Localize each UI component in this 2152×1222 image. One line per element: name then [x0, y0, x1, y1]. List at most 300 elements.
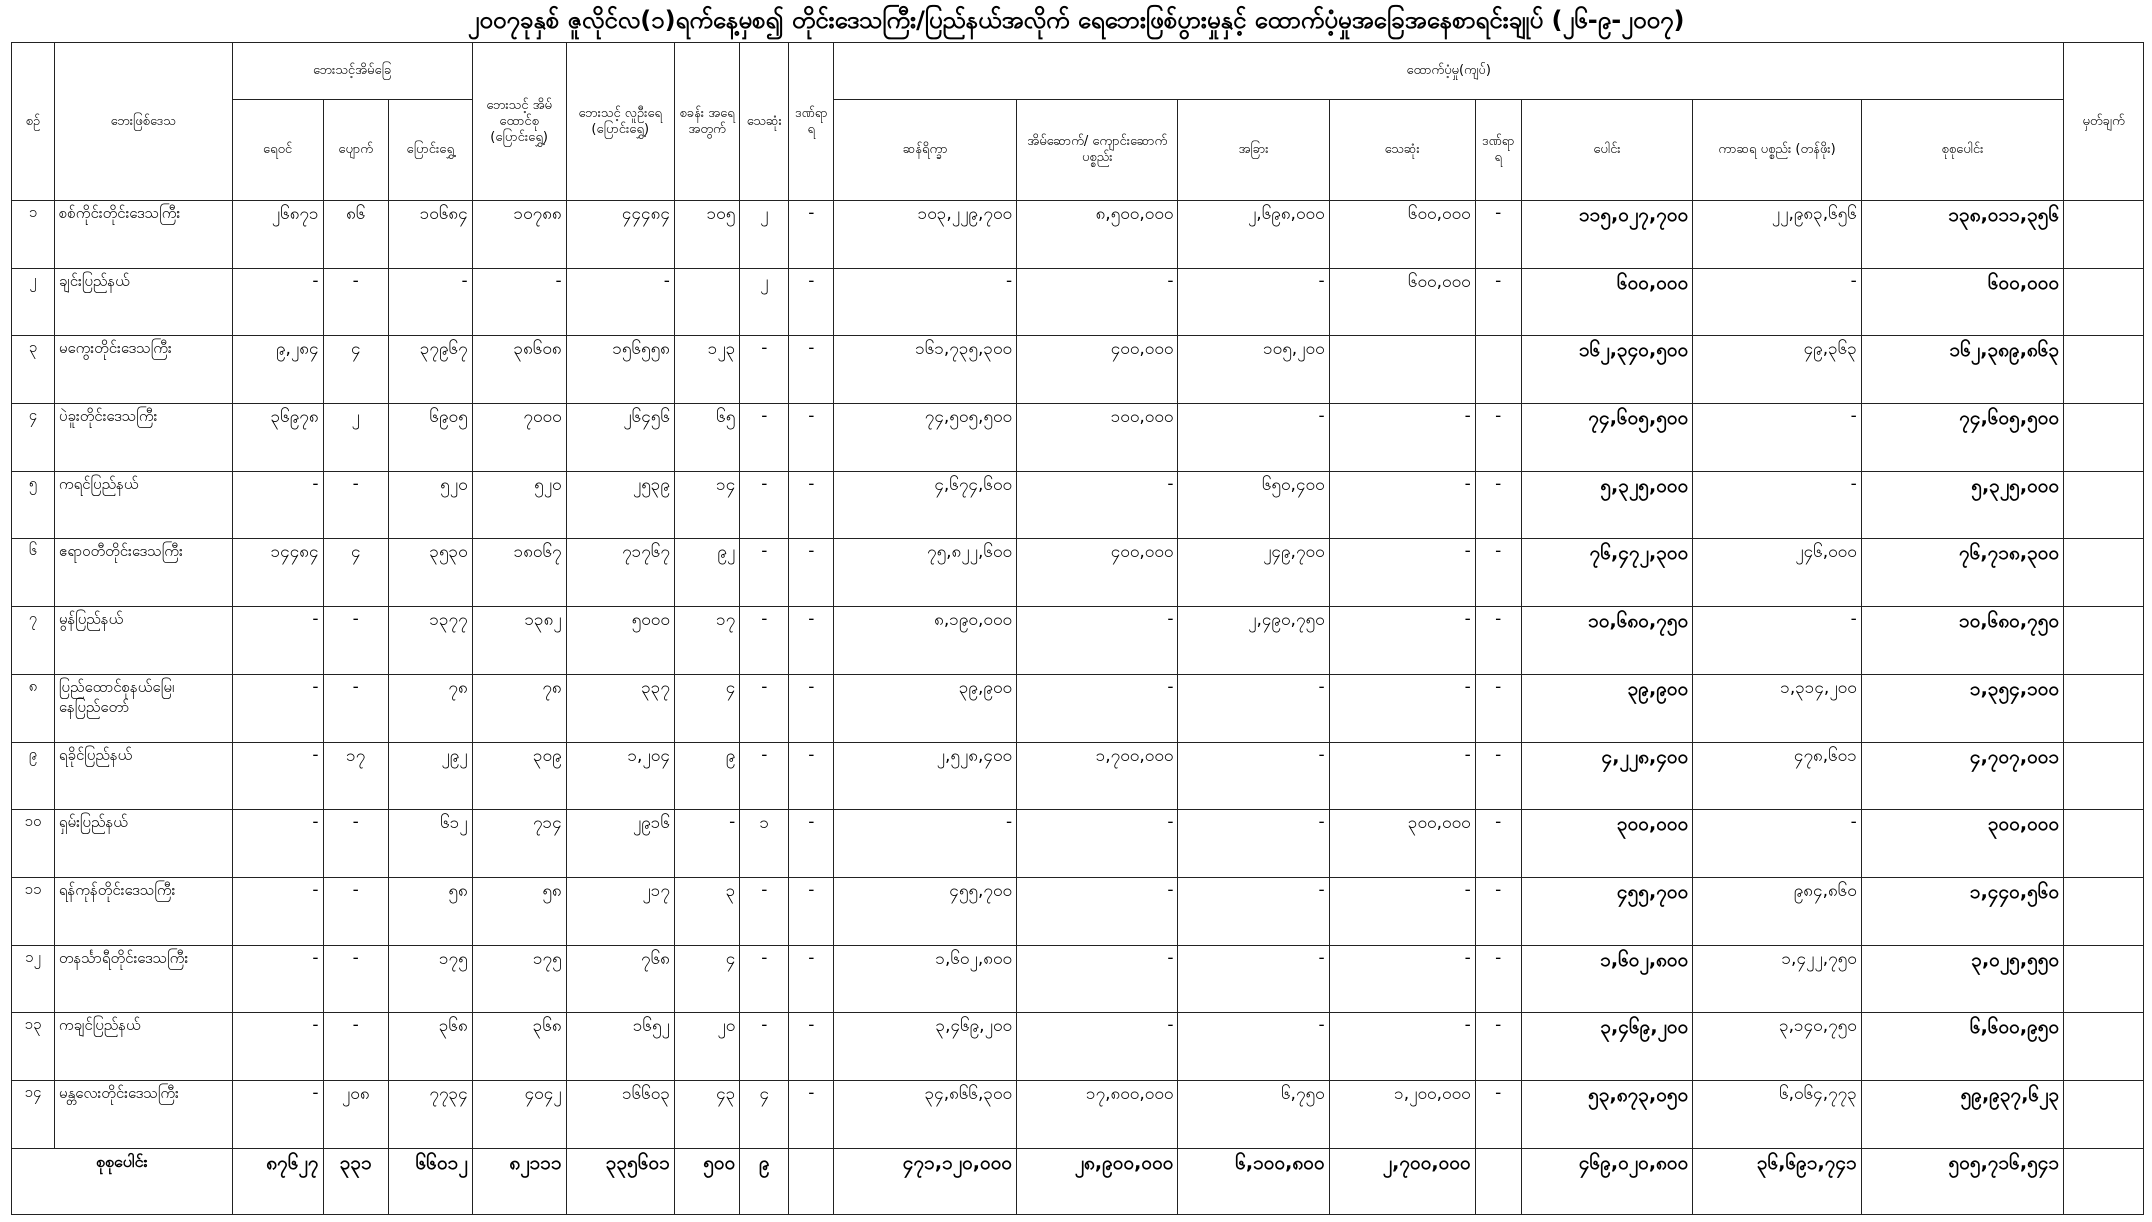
cell-deaths: ၂: [740, 268, 789, 336]
cell-camps: ၁၄: [674, 471, 739, 539]
cell-displaced: ၂၉၂: [388, 742, 472, 810]
cell-housing: -: [1017, 945, 1178, 1013]
cell-no: ၁၀: [12, 810, 55, 878]
cell-region: ချင်းပြည်နယ်: [54, 268, 232, 336]
cell-injury-aid: [1475, 336, 1521, 404]
cell-housing: ၄၀၀,၀၀၀: [1017, 539, 1178, 607]
cell-region: မွန်ပြည်နယ်: [54, 607, 232, 675]
cell-deaths: -: [740, 336, 789, 404]
total-camps: ၅၀၀: [674, 1148, 739, 1214]
cell-no: ၁၃: [12, 1013, 55, 1081]
cell-other: ၂၄၉,၇၀၀: [1178, 539, 1329, 607]
cell-donor: -: [1693, 268, 1862, 336]
cell-region: စစ်ကိုင်းတိုင်းဒေသကြီး: [54, 201, 232, 269]
header-housing: အိမ်ဆောက်/ ကျောင်းဆောက် ပစ္စည်း: [1017, 100, 1178, 201]
cell-injury-aid: -: [1475, 877, 1521, 945]
cell-cash: ၁၆၁,၇၃၅,၃၀၀: [834, 336, 1017, 404]
cell-cash: ၄,၆၇၄,၆၀၀: [834, 471, 1017, 539]
cell-no: ၁၄: [12, 1080, 55, 1148]
cell-total: ၇၄,၆၀၅,၅၀၀: [1861, 404, 2063, 472]
total-death-aid: ၂,၇၀၀,၀၀၀: [1329, 1148, 1475, 1214]
cell-housing: -: [1017, 810, 1178, 878]
cell-subtotal: ၄,၂၂၈,၄၀၀: [1521, 742, 1693, 810]
cell-death-aid: -: [1329, 945, 1475, 1013]
cell-donor: ၄၉,၃၆၃: [1693, 336, 1862, 404]
cell-flooded: -: [232, 674, 323, 742]
cell-donor: ၂၄၆,၀၀၀: [1693, 539, 1862, 607]
cell-region: ဧရာဝတီတိုင်းဒေသကြီး: [54, 539, 232, 607]
cell-donor: ၉၈၄,၈၆၀: [1693, 877, 1862, 945]
cell-deaths: -: [740, 471, 789, 539]
cell-camps: [674, 268, 739, 336]
cell-other: ၆,၇၅၀: [1178, 1080, 1329, 1148]
cell-camps: ၄၃: [674, 1080, 739, 1148]
cell-total: ၇၆,၇၁၈,၃၀၀: [1861, 539, 2063, 607]
cell-collapsed: -: [323, 268, 388, 336]
cell-no: ၄: [12, 404, 55, 472]
cell-deaths: ၁: [740, 810, 789, 878]
cell-housing: ၁၇,၈၀၀,၀၀၀: [1017, 1080, 1178, 1148]
table-row: [12, 471, 2144, 539]
cell-households: ၁၀၇၈၈: [472, 201, 566, 269]
cell-death-aid: -: [1329, 742, 1475, 810]
cell-persons: ၇၆၈: [566, 945, 674, 1013]
cell-collapsed: -: [323, 607, 388, 675]
cell-other: -: [1178, 674, 1329, 742]
cell-displaced: ၅၈: [388, 877, 472, 945]
table-row: [12, 404, 2144, 472]
header-relief-group: ထောက်ပံ့မှု(ကျပ်): [834, 43, 2064, 100]
cell-total: ၁၀,၆၈၀,၇၅၀: [1861, 607, 2063, 675]
cell-total: ၁,၄၄၀,၅၆၀: [1861, 877, 2063, 945]
header-displaced: ပြောင်းရွှေ့: [388, 100, 472, 201]
cell-cash: ၇၄,၅၀၅,၅၀၀: [834, 404, 1017, 472]
cell-remarks: [2064, 1013, 2144, 1081]
table-row: [12, 1080, 2144, 1148]
cell-housing: -: [1017, 268, 1178, 336]
cell-persons: ၁၅၆၅၅၈: [566, 336, 674, 404]
table-row: [12, 201, 2144, 269]
cell-households: ၁၇၅: [472, 945, 566, 1013]
cell-households: ၇၈: [472, 674, 566, 742]
cell-flooded: ၁၄၄၈၄: [232, 539, 323, 607]
cell-subtotal: ၅,၃၂၅,၀၀၀: [1521, 471, 1693, 539]
table-row: [12, 607, 2144, 675]
cell-injured: -: [789, 201, 834, 269]
cell-camps: ၉: [674, 742, 739, 810]
total-injured: [789, 1148, 834, 1214]
cell-region: ရခိုင်ပြည်နယ်: [54, 742, 232, 810]
cell-cash: ၃,၄၆၉,၂၀၀: [834, 1013, 1017, 1081]
total-other: ၆,၁၀၀,၈၀၀: [1178, 1148, 1329, 1214]
cell-cash: -: [834, 810, 1017, 878]
cell-collapsed: ၂၀၈: [323, 1080, 388, 1148]
cell-injured: -: [789, 674, 834, 742]
cell-death-aid: ၆၀၀,၀၀၀: [1329, 201, 1475, 269]
cell-donor: ၂၂,၉၈၃,၆၅၆: [1693, 201, 1862, 269]
cell-injured: -: [789, 742, 834, 810]
cell-total: ၁၃၈,၀၁၁,၃၅၆: [1861, 201, 2063, 269]
cell-camps: -: [674, 810, 739, 878]
total-remarks: [2064, 1148, 2144, 1214]
cell-other: -: [1178, 945, 1329, 1013]
cell-other: -: [1178, 877, 1329, 945]
cell-remarks: [2064, 471, 2144, 539]
header-other: အခြား: [1178, 100, 1329, 201]
cell-remarks: [2064, 1080, 2144, 1148]
cell-displaced: ၆၉၀၅: [388, 404, 472, 472]
cell-death-aid: -: [1329, 674, 1475, 742]
cell-persons: ၁၆၅၂: [566, 1013, 674, 1081]
cell-displaced: ၁၃၇၇: [388, 607, 472, 675]
cell-remarks: [2064, 810, 2144, 878]
cell-camps: ၁၂၃: [674, 336, 739, 404]
cell-collapsed: ၄: [323, 539, 388, 607]
cell-other: ၁၀၅,၂၀၀: [1178, 336, 1329, 404]
cell-displaced: ၃၆၈: [388, 1013, 472, 1081]
cell-donor: ၃,၁၄၀,၇၅၀: [1693, 1013, 1862, 1081]
cell-persons: -: [566, 268, 674, 336]
cell-displaced: ၁၀၆၈၄: [388, 201, 472, 269]
cell-total: ၆,၆၀၀,၉၅၀: [1861, 1013, 2063, 1081]
cell-donor: ၁,၄၂၂,၇၅၀: [1693, 945, 1862, 1013]
cell-cash: ၇၅,၈၂၂,၆၀၀: [834, 539, 1017, 607]
cell-collapsed: -: [323, 471, 388, 539]
cell-deaths: -: [740, 607, 789, 675]
cell-region: မန္တလေးတိုင်းဒေသကြီး: [54, 1080, 232, 1148]
header-remarks: မှတ်ချက်: [2064, 43, 2144, 201]
cell-housing: -: [1017, 674, 1178, 742]
table-row: [12, 268, 2144, 336]
cell-cash: ၃၄,၈၆၆,၃၀၀: [834, 1080, 1017, 1148]
cell-no: ၁၁: [12, 877, 55, 945]
cell-subtotal: ၃,၄၆၉,၂၀၀: [1521, 1013, 1693, 1081]
header-injured: ဒဏ်ရာရ: [789, 43, 834, 201]
cell-cash: ၈,၁၉၀,၀၀၀: [834, 607, 1017, 675]
cell-donor: -: [1693, 607, 1862, 675]
cell-total: ၁၆၂,၃၈၉,၈၆၃: [1861, 336, 2063, 404]
cell-no: ၂: [12, 268, 55, 336]
header-collapsed: ပျောက်: [323, 100, 388, 201]
table-row: [12, 674, 2144, 742]
cell-cash: ၂,၅၂၈,၄၀၀: [834, 742, 1017, 810]
cell-deaths: -: [740, 539, 789, 607]
table-body: [12, 201, 2144, 1215]
cell-households: ၁၃၈၂: [472, 607, 566, 675]
cell-flooded: ၂၆၈၇၁: [232, 201, 323, 269]
cell-camps: ၄: [674, 945, 739, 1013]
cell-region: ရန်ကုန်တိုင်းဒေသကြီး: [54, 877, 232, 945]
cell-displaced: ၇၈: [388, 674, 472, 742]
cell-households: ၄၀၄၂: [472, 1080, 566, 1148]
cell-injury-aid: -: [1475, 1080, 1521, 1148]
cell-death-aid: -: [1329, 404, 1475, 472]
cell-households: ၃၈၆၀၈: [472, 336, 566, 404]
totals-row: [12, 1148, 2144, 1214]
header-injury-aid: ဒဏ်ရာရ: [1475, 100, 1521, 201]
cell-subtotal: ၇၄,၆၀၅,၅၀၀: [1521, 404, 1693, 472]
cell-injured: -: [789, 1080, 834, 1148]
cell-subtotal: ၁၁၅,၀၂၇,၇၀၀: [1521, 201, 1693, 269]
cell-subtotal: ၁,၆၀၂,၈၀၀: [1521, 945, 1693, 1013]
cell-cash: ၄၅၅,၇၀၀: [834, 877, 1017, 945]
cell-collapsed: -: [323, 877, 388, 945]
table-row: [12, 810, 2144, 878]
cell-total: ၅၉,၉၃၇,၆၂၃: [1861, 1080, 2063, 1148]
cell-households: ၅၂၀: [472, 471, 566, 539]
cell-injured: -: [789, 336, 834, 404]
cell-region: ကချင်ပြည်နယ်: [54, 1013, 232, 1081]
cell-donor: ၁,၃၁၄,၂၀၀: [1693, 674, 1862, 742]
cell-total: ၆၀၀,၀၀၀: [1861, 268, 2063, 336]
cell-persons: ၂၉၁၆: [566, 810, 674, 878]
cell-no: ၅: [12, 471, 55, 539]
cell-displaced: ၇၇၃၄: [388, 1080, 472, 1148]
cell-deaths: -: [740, 945, 789, 1013]
cell-collapsed: -: [323, 810, 388, 878]
cell-persons: ၁,၂၀၄: [566, 742, 674, 810]
cell-injury-aid: -: [1475, 539, 1521, 607]
cell-camps: ၉၂: [674, 539, 739, 607]
cell-subtotal: ၁၀,၆၈၀,၇၅၀: [1521, 607, 1693, 675]
cell-remarks: [2064, 539, 2144, 607]
cell-remarks: [2064, 742, 2144, 810]
cell-death-aid: ၁,၂၀၀,၀၀၀: [1329, 1080, 1475, 1148]
cell-injured: -: [789, 877, 834, 945]
cell-camps: ၁၀၅: [674, 201, 739, 269]
cell-death-aid: -: [1329, 1013, 1475, 1081]
table-row: [12, 742, 2144, 810]
cell-cash: ၃၉,၉၀၀: [834, 674, 1017, 742]
header-village-tract: ရေဝင်: [232, 100, 323, 201]
cell-persons: ၂၁၇: [566, 877, 674, 945]
cell-injury-aid: -: [1475, 607, 1521, 675]
cell-injury-aid: -: [1475, 742, 1521, 810]
header-deaths: သေဆုံး: [740, 43, 789, 201]
total-total: ၅၀၅,၇၁၆,၅၄၁: [1861, 1148, 2063, 1214]
cell-injured: -: [789, 539, 834, 607]
cell-injury-aid: -: [1475, 404, 1521, 472]
cell-injured: -: [789, 810, 834, 878]
cell-remarks: [2064, 404, 2144, 472]
cell-death-aid: -: [1329, 877, 1475, 945]
cell-deaths: -: [740, 877, 789, 945]
cell-flooded: -: [232, 1013, 323, 1081]
cell-no: ၁: [12, 201, 55, 269]
cell-housing: -: [1017, 877, 1178, 945]
cell-flooded: -: [232, 1080, 323, 1148]
cell-other: ၆၅၀,၄၀၀: [1178, 471, 1329, 539]
cell-death-aid: -: [1329, 607, 1475, 675]
cell-flooded: ၉,၂၈၄: [232, 336, 323, 404]
cell-donor: -: [1693, 810, 1862, 878]
cell-housing: ၈,၅၀၀,၀၀၀: [1017, 201, 1178, 269]
cell-no: ၁၂: [12, 945, 55, 1013]
cell-flooded: -: [232, 810, 323, 878]
cell-subtotal: ၆၀၀,၀၀၀: [1521, 268, 1693, 336]
cell-camps: ၄: [674, 674, 739, 742]
cell-remarks: [2064, 945, 2144, 1013]
total-persons: ၃၃၅၆၀၁: [566, 1148, 674, 1214]
cell-households: ၅၈: [472, 877, 566, 945]
cell-injury-aid: -: [1475, 201, 1521, 269]
cell-donor: -: [1693, 471, 1862, 539]
cell-subtotal: ၃၀၀,၀၀၀: [1521, 810, 1693, 878]
total-collapsed: ၃၃၁: [323, 1148, 388, 1214]
table-row: [12, 539, 2144, 607]
cell-housing: ၁,၇၀၀,၀၀၀: [1017, 742, 1178, 810]
cell-region: ကရင်ပြည်နယ်: [54, 471, 232, 539]
total-households: ၈၂၁၁၁: [472, 1148, 566, 1214]
flood-relief-table: [11, 42, 2144, 1215]
header-cash: ဆန်ရိက္ခာ: [834, 100, 1017, 201]
header-no: စဉ်: [12, 43, 55, 201]
cell-death-aid: ၃၀၀,၀၀၀: [1329, 810, 1475, 878]
cell-remarks: [2064, 607, 2144, 675]
cell-deaths: -: [740, 1013, 789, 1081]
table-row: [12, 336, 2144, 404]
total-injury-aid: [1475, 1148, 1521, 1214]
cell-donor: -: [1693, 404, 1862, 472]
cell-persons: ၄၄၄၈၄: [566, 201, 674, 269]
cell-death-aid: [1329, 336, 1475, 404]
cell-other: ၂,၄၉၀,၇၅၀: [1178, 607, 1329, 675]
cell-housing: -: [1017, 607, 1178, 675]
cell-remarks: [2064, 877, 2144, 945]
cell-injury-aid: -: [1475, 1013, 1521, 1081]
cell-injured: -: [789, 404, 834, 472]
cell-donor: ၆,၀၆၄,၇၇၃: [1693, 1080, 1862, 1148]
cell-deaths: -: [740, 674, 789, 742]
header-relief-camps: စခန်း အရေ အတွက်: [674, 43, 739, 201]
cell-persons: ၂၅၃၉: [566, 471, 674, 539]
cell-injury-aid: -: [1475, 810, 1521, 878]
cell-other: -: [1178, 404, 1329, 472]
cell-collapsed: -: [323, 945, 388, 1013]
cell-region: ပဲခူးတိုင်းဒေသကြီး: [54, 404, 232, 472]
cell-displaced: ၁၇၅: [388, 945, 472, 1013]
total-flooded: ၈၇၆၂၇: [232, 1148, 323, 1214]
cell-displaced: ၃၅၃၀: [388, 539, 472, 607]
cell-collapsed: -: [323, 674, 388, 742]
cell-death-aid: ၆၀၀,၀၀၀: [1329, 268, 1475, 336]
total-subtotal: ၄၆၉,၀၂၀,၈၀၀: [1521, 1148, 1693, 1214]
cell-no: ၈: [12, 674, 55, 742]
header-region: ဘေးဖြစ်ဒေသ: [54, 43, 232, 201]
cell-displaced: ၅၂၀: [388, 471, 472, 539]
cell-injury-aid: -: [1475, 945, 1521, 1013]
cell-region: ရှမ်းပြည်နယ်: [54, 810, 232, 878]
cell-other: ၂,၆၉၈,၀၀၀: [1178, 201, 1329, 269]
total-donor: ၃၆,၆၉၁,၇၄၁: [1693, 1148, 1862, 1214]
cell-collapsed: ၁၇: [323, 742, 388, 810]
page-title: ၂၀၀၇ခုနှစ် ဇူလိုင်လ(၁)ရက်နေ့မှစ၍ တိုင်းဒေသကြီး/ပြည်နယ်အလိုက် ရေဘေးဖြစ်ပွားမှုနှင့် ထောက်ပံ့မှုအခြေအနေစာရင်းချုပ် (၂၆-၉-၂၀၀၇): [467, 6, 1685, 34]
cell-total: ၅,၃၂၅,၀၀၀: [1861, 471, 2063, 539]
cell-households: ၇၀၀၀: [472, 404, 566, 472]
table-row: [12, 877, 2144, 945]
cell-deaths: ၄: [740, 1080, 789, 1148]
cell-injury-aid: -: [1475, 674, 1521, 742]
cell-flooded: ၃၆၉၇၈: [232, 404, 323, 472]
cell-flooded: -: [232, 742, 323, 810]
header-subtotal: ပေါင်း: [1521, 100, 1693, 201]
cell-deaths: ၂: [740, 201, 789, 269]
cell-camps: ၃: [674, 877, 739, 945]
cell-region: မကွေးတိုင်းဒေသကြီး: [54, 336, 232, 404]
cell-households: ၃၆၈: [472, 1013, 566, 1081]
cell-camps: ၂၀: [674, 1013, 739, 1081]
cell-injury-aid: -: [1475, 471, 1521, 539]
cell-housing: -: [1017, 1013, 1178, 1081]
header-grand-total: စုစုပေါင်း: [1861, 100, 2063, 201]
cell-other: -: [1178, 268, 1329, 336]
totals-label: စုစုပေါင်း: [12, 1148, 233, 1214]
cell-flooded: -: [232, 945, 323, 1013]
cell-housing: ၄၀၀,၀၀၀: [1017, 336, 1178, 404]
table-row: [12, 945, 2144, 1013]
cell-collapsed: ၈၆: [323, 201, 388, 269]
header-persons-affected: ဘေးသင့် လူဦးရေ (ပြောင်းရွှေ့): [566, 43, 674, 201]
cell-households: ၁၈၀၆၇: [472, 539, 566, 607]
cell-persons: ၅၀၀၀: [566, 607, 674, 675]
cell-donor: ၄၇၈,၆၀၁: [1693, 742, 1862, 810]
cell-deaths: -: [740, 742, 789, 810]
cell-persons: ၁၆၆၀၃: [566, 1080, 674, 1148]
cell-subtotal: ၅၃,၈၇၃,၀၅၀: [1521, 1080, 1693, 1148]
cell-cash: ၁,၆၀၂,၈၀၀: [834, 945, 1017, 1013]
cell-collapsed: ၂: [323, 404, 388, 472]
cell-flooded: -: [232, 268, 323, 336]
cell-persons: ၃၃၇: [566, 674, 674, 742]
total-displaced: ၆၆၀၁၂: [388, 1148, 472, 1214]
cell-no: ၆: [12, 539, 55, 607]
cell-remarks: [2064, 201, 2144, 269]
cell-displaced: ၆၁၂: [388, 810, 472, 878]
table-row: [12, 1013, 2144, 1081]
header-flooded-households: ဘေးသင့်အိမ်ခြေ: [232, 43, 472, 100]
cell-housing: -: [1017, 471, 1178, 539]
cell-other: -: [1178, 1013, 1329, 1081]
cell-injured: -: [789, 1013, 834, 1081]
cell-injury-aid: -: [1475, 268, 1521, 336]
cell-remarks: [2064, 336, 2144, 404]
header-households-affected: ဘေးသင့် အိမ် ထောင်စု (ပြောင်းရွှေ့): [472, 43, 566, 201]
cell-other: -: [1178, 810, 1329, 878]
cell-total: ၃,၀၂၅,၅၅၀: [1861, 945, 2063, 1013]
cell-death-aid: -: [1329, 539, 1475, 607]
cell-flooded: -: [232, 607, 323, 675]
total-cash: ၄၇၁,၁၂၀,၀၀၀: [834, 1148, 1017, 1214]
cell-households: -: [472, 268, 566, 336]
cell-displaced: ၃၇၉၆၇: [388, 336, 472, 404]
cell-injured: -: [789, 268, 834, 336]
cell-remarks: [2064, 674, 2144, 742]
cell-collapsed: -: [323, 1013, 388, 1081]
cell-cash: -: [834, 268, 1017, 336]
cell-other: -: [1178, 742, 1329, 810]
cell-injured: -: [789, 607, 834, 675]
total-deaths: ၉: [740, 1148, 789, 1214]
cell-remarks: [2064, 268, 2144, 336]
cell-housing: ၁၀၀,၀၀၀: [1017, 404, 1178, 472]
header-donor-goods: ကာဆရ ပစ္စည်း (တန်ဖိုး): [1693, 100, 1862, 201]
header-death-aid: သေဆုံး: [1329, 100, 1475, 201]
cell-total: ၄,၇၀၇,၀၀၁: [1861, 742, 2063, 810]
cell-region: တနင်္သာရီတိုင်းဒေသကြီး: [54, 945, 232, 1013]
cell-injured: -: [789, 471, 834, 539]
cell-flooded: -: [232, 471, 323, 539]
cell-households: ၇၁၄: [472, 810, 566, 878]
